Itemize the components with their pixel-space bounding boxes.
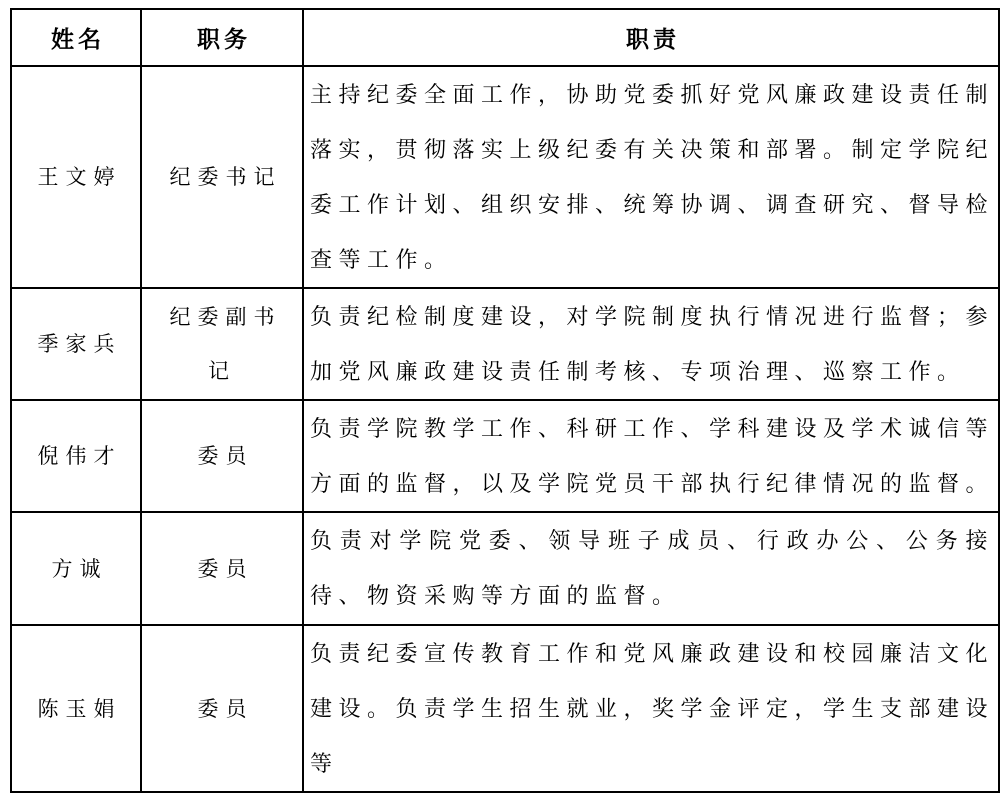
header-cell-name: 姓名	[11, 9, 141, 66]
table-row	[11, 400, 999, 512]
table-row	[11, 625, 999, 792]
table-row	[11, 512, 999, 625]
cell-position: 委员	[141, 625, 303, 792]
committee-duty-table	[10, 8, 1000, 793]
cell-duty: 负责纪检制度建设，对学院制度执行情况进行监督；参加党风廉政建设责任制考核、专项治理、巡察工作。	[303, 288, 999, 400]
cell-position: 委员	[141, 512, 303, 625]
header-cell-position: 职务	[141, 9, 303, 66]
table-row	[11, 66, 999, 288]
cell-name: 方诚	[11, 512, 141, 625]
header-cell-duty: 职责	[303, 9, 999, 66]
cell-duty: 负责对学院党委、领导班子成员、行政办公、公务接待、物资采购等方面的监督。	[303, 512, 999, 625]
cell-position: 纪委副书记	[141, 288, 303, 400]
cell-duty: 主持纪委全面工作，协助党委抓好党风廉政建设责任制落实，贯彻落实上级纪委有关决策和部署。制定学院纪委工作计划、组织安排、统筹协调、调查研究、督导检查等工作。	[303, 66, 999, 288]
header-row	[11, 9, 999, 66]
cell-position: 纪委书记	[141, 66, 303, 288]
cell-duty: 负责纪委宣传教育工作和党风廉政建设和校园廉洁文化建设。负责学生招生就业，奖学金评定，学生支部建设等	[303, 625, 999, 792]
cell-name: 季家兵	[11, 288, 141, 400]
cell-name: 王文婷	[11, 66, 141, 288]
table-row	[11, 288, 999, 400]
cell-duty: 负责学院教学工作、科研工作、学科建设及学术诚信等方面的监督，以及学院党员干部执行纪律情况的监督。	[303, 400, 999, 512]
cell-position: 委员	[141, 400, 303, 512]
cell-name: 陈玉娟	[11, 625, 141, 792]
cell-name: 倪伟才	[11, 400, 141, 512]
